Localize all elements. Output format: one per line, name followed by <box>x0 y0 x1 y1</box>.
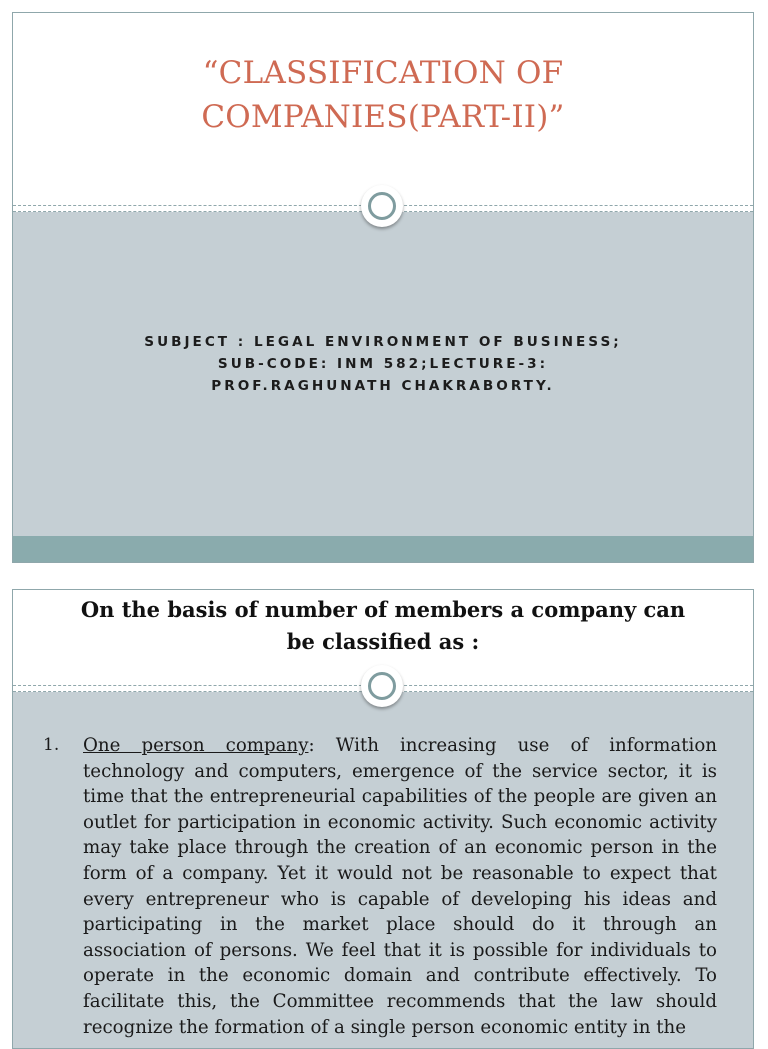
title-slide <box>12 12 754 563</box>
circle-ornament-icon <box>361 185 403 227</box>
circle-ornament-icon <box>361 665 403 707</box>
slide-heading-line-2: be classified as : <box>286 629 480 654</box>
subject-info <box>13 331 753 397</box>
subject-line: SUBJECT : LEGAL ENVIRONMENT OF BUSINESS; <box>144 334 622 350</box>
slide-heading <box>31 594 735 658</box>
list-item-text: : With increasing use of information technology and computers, emergence of the service sector, it is time that the entrepreneurial capabilities of the people are given an outlet for participation in economic activity. Such economic activity may take place through the creation of an economic person in the form of a company. Yet it would not be reasonable to expect that every entrepreneur who is capable of developing his ideas and participating in the market place should do it through an association of persons. We feel that it is possible for individuals to operate in the economic domain and contribute effectively. To facilitate this, the Committee recommends that the law should recognize the formation of a single person economic entity in the <box>83 735 718 1038</box>
professor-line: PROF.RAGHUNATH CHAKRABORTY. <box>211 378 555 394</box>
list-item-number: 1. <box>43 735 60 755</box>
slide-title <box>13 51 753 139</box>
slide-title-line-2: COMPANIES(PART-II)” <box>201 99 565 135</box>
list-item <box>13 733 753 1040</box>
slide-heading-line-1: On the basis of number of members a company can <box>80 597 686 622</box>
slide-title-line-1: “CLASSIFICATION OF <box>202 55 564 91</box>
subtitle-area <box>13 212 753 536</box>
content-slide <box>12 589 754 1049</box>
sub-code-line: SUB-CODE: INM 582;LECTURE-3: <box>217 356 549 372</box>
title-area <box>13 13 753 205</box>
list-item-term: One person company <box>83 735 309 756</box>
classification-list <box>13 733 753 1040</box>
bottom-band <box>13 536 753 562</box>
